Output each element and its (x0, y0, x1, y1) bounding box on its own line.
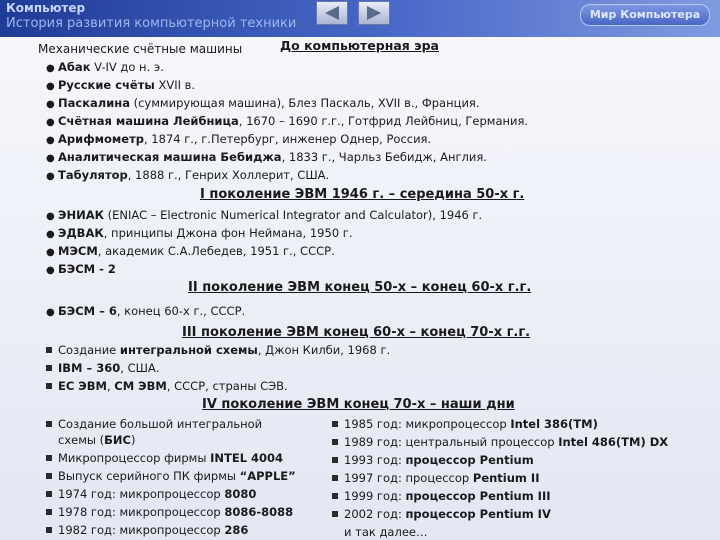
list-item: ● Аналитическая машина Бебиджа, 1833 г., Чарльз Бебидж, Англия. (46, 150, 487, 164)
list-item: ● Абак V-IV до н. э. (46, 60, 164, 74)
header-subtitle: История развития компьютерной техники (6, 16, 297, 31)
gen3-title: III поколение ЭВМ конец 60-х – конец 70-х г.г. (182, 325, 531, 340)
slide-content (0, 37, 720, 540)
list-item: 1999 год: процессор Pentium III (330, 489, 551, 503)
list-item: ● Паскалина (суммирующая машина), Блез Паскаль, XVII в., Франция. (46, 96, 480, 110)
list-item: ● ЭДВАК, принципы Джона фон Неймана, 1950 г. (46, 226, 353, 240)
arrow-right-icon (365, 5, 383, 21)
list-item: IBM – 360, США. (44, 361, 159, 375)
era0-label-left: Механические счётные машины (38, 42, 243, 56)
list-item: Выпуск серийного ПК фирмы “APPLE” (44, 469, 296, 483)
list-item: Создание большой интегральной (44, 417, 262, 431)
list-item: Создание интегральной схемы, Джон Килби, 1968 г. (44, 343, 390, 357)
header-title: Компьютер (6, 1, 86, 15)
gen4-title: IV поколение ЭВМ конец 70-х – наши дни (202, 397, 515, 412)
list-item-continuation: и так далее… (344, 525, 428, 539)
list-item: 1978 год: микропроцессор 8086-8088 (44, 505, 293, 519)
list-item: ● Табулятор, 1888 г., Генрих Холлерит, США. (46, 168, 330, 182)
list-item-continuation: схемы (БИС) (58, 433, 136, 447)
list-item: ● БЭСМ - 2 (46, 262, 116, 276)
arrow-left-icon (323, 5, 341, 21)
list-item: ● Арифмометр, 1874 г., г.Петербург, инженер Однер, Россия. (46, 132, 432, 146)
list-item: ● Русские счёты XVII в. (46, 78, 196, 92)
list-item: 1974 год: микропроцессор 8080 (44, 487, 256, 501)
prev-slide-button[interactable] (316, 1, 348, 25)
list-item: 1989 год: центральный процессор Intel 486(TM) DX (330, 435, 668, 449)
list-item: 1997 год: процессор Pentium II (330, 471, 539, 485)
gen2-title: II поколение ЭВМ конец 50-х – конец 60-х г.г. (188, 280, 532, 295)
next-slide-button[interactable] (358, 1, 390, 25)
list-item: ЕС ЭВМ, СМ ЭВМ, СССР, страны СЭВ. (44, 379, 288, 393)
list-item: Микропроцессор фирмы INTEL 4004 (44, 451, 283, 465)
list-item: 1985 год: микропроцессор Intel 386(TM) (330, 417, 598, 431)
list-item: 1993 год: процессор Pentium (330, 453, 534, 467)
slide-header (0, 0, 720, 37)
list-item: 1982 год: микропроцессор 286 (44, 523, 248, 537)
list-item: ● БЭСМ – 6, конец 60-х г., СССР. (46, 304, 246, 318)
list-item: 2002 год: процессор Pentium IV (330, 507, 551, 521)
world-computer-button[interactable]: Мир Компьютера (580, 4, 710, 26)
list-item: ● Счётная машина Лейбница, 1670 – 1690 г.г., Готфрид Лейбниц, Германия. (46, 114, 529, 128)
list-item: ● ЭНИАК (ENIAC – Electronic Numerical Integrator and Calculator), 1946 г. (46, 208, 483, 222)
gen1-title: I поколение ЭВМ 1946 г. – середина 50-х г. (200, 187, 525, 202)
era0-title: До компьютерная эра (280, 38, 439, 53)
list-item: ● МЭСМ, академик С.А.Лебедев, 1951 г., СССР. (46, 244, 335, 258)
